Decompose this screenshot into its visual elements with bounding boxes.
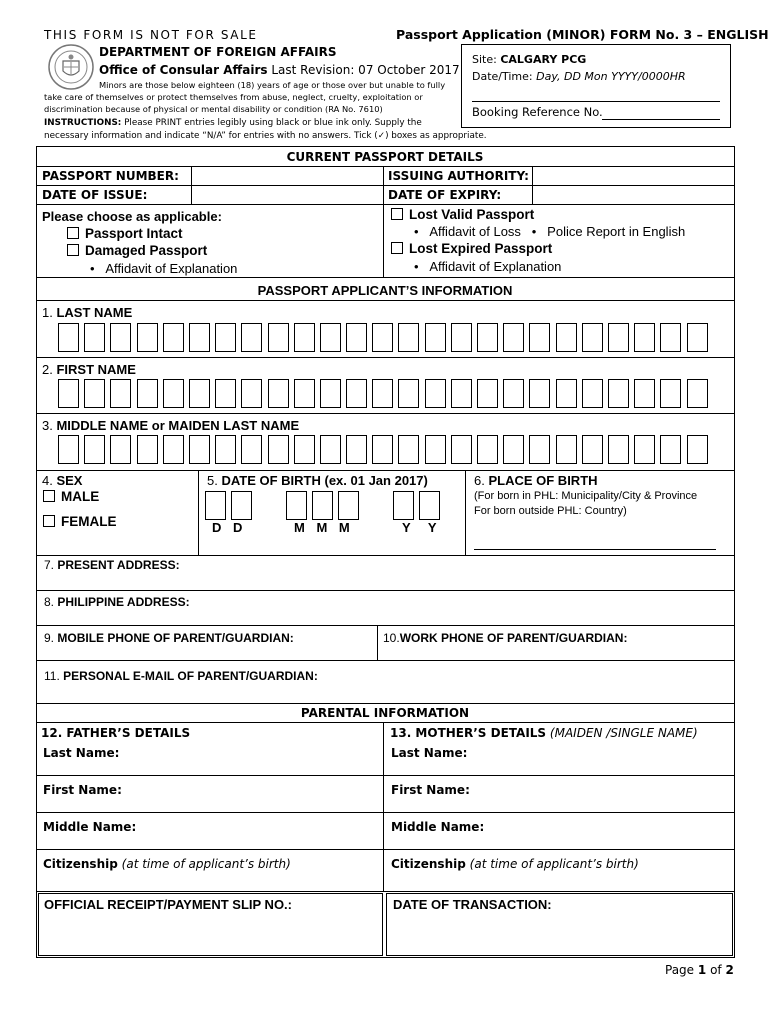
instructions-text-1: Please PRINT entries legibly using black or blue ink only. Supply the [124, 118, 422, 128]
letter-cell[interactable] [84, 323, 105, 352]
present-address-field[interactable] [36, 555, 735, 590]
letter-cell[interactable] [241, 379, 262, 408]
father-first-name-label: First Name: [43, 783, 122, 797]
letter-cell[interactable] [163, 323, 184, 352]
date-of-issue-label: DATE OF ISSUE: [42, 188, 148, 202]
letter-cell[interactable] [556, 379, 577, 408]
issuing-authority-label: ISSUING AUTHORITY: [388, 169, 529, 183]
middle-name-cells[interactable] [58, 435, 708, 464]
lost-valid-checkbox[interactable] [391, 208, 403, 220]
mother-heading-note: (MAIDEN /SINGLE NAME) [549, 726, 698, 740]
dob-day-cell[interactable] [205, 491, 226, 520]
lost-valid-label: Lost Valid Passport [409, 207, 535, 222]
letter-cell[interactable] [84, 379, 105, 408]
letter-cell[interactable] [268, 323, 289, 352]
father-middle-name-field[interactable] [36, 812, 383, 849]
letter-cell[interactable] [529, 323, 550, 352]
female-checkbox[interactable] [43, 515, 55, 527]
passport-number-field[interactable] [191, 166, 383, 185]
letter-cell[interactable] [215, 323, 236, 352]
letter-cell[interactable] [451, 379, 472, 408]
site-value: CALGARY PCG [500, 53, 587, 66]
parental-info-heading: PARENTAL INFORMATION [300, 706, 470, 720]
pob-note-2: For born outside PHL: Country) [474, 505, 627, 517]
mother-heading-line [390, 726, 698, 740]
dob-month-cell[interactable] [312, 491, 333, 520]
letter-cell[interactable] [84, 435, 105, 464]
letter-cell[interactable] [163, 379, 184, 408]
damaged-passport-option[interactable] [67, 243, 207, 258]
present-address-label: 7. PRESENT ADDRESS: [44, 558, 180, 572]
lost-expired-option[interactable] [391, 241, 552, 256]
dob-year-cells[interactable] [393, 491, 440, 520]
letter-cell[interactable] [582, 435, 603, 464]
affidavit-explanation-item: • Affidavit of Explanation [90, 261, 238, 276]
letter-cell[interactable] [608, 435, 629, 464]
issuing-authority-field[interactable] [532, 166, 735, 185]
mobile-phone-label: 9. MOBILE PHONE OF PARENT/GUARDIAN: [44, 631, 294, 645]
letter-cell[interactable] [608, 379, 629, 408]
page-number: Page 1 of 2 [665, 963, 734, 977]
datetime-value: Day, DD Mon YYYY/0000HR [536, 70, 686, 83]
letter-cell[interactable] [503, 435, 524, 464]
letter-cell[interactable] [687, 435, 708, 464]
letter-cell[interactable] [241, 435, 262, 464]
pob-note-1: (For born in PHL: Municipality/City & Province [474, 490, 698, 502]
letter-cell[interactable] [372, 435, 393, 464]
letter-cell[interactable] [660, 379, 681, 408]
lost-expired-checkbox[interactable] [391, 242, 403, 254]
letter-cell[interactable] [320, 323, 341, 352]
form-title: Passport Application (MINOR) FORM No. 3 – ENGLISH [396, 27, 769, 42]
letter-cell[interactable] [503, 379, 524, 408]
dob-year-cell[interactable] [393, 491, 414, 520]
mother-heading: 13. MOTHER’S DETAILS [390, 726, 547, 740]
letter-cell[interactable] [451, 323, 472, 352]
minors-note-1: Minors are those below eighteen (18) years of age or those over but unable to fully [99, 80, 446, 90]
transaction-date-label: DATE OF TRANSACTION: [393, 897, 552, 912]
pob-field[interactable] [474, 549, 716, 550]
dob-year-cell[interactable] [419, 491, 440, 520]
mother-middle-name-field[interactable] [383, 812, 735, 849]
last-name-label: 1. LAST NAME [42, 305, 133, 320]
letter-cell[interactable] [294, 435, 315, 464]
instructions-line-2: necessary information and indicate “N/A” for entries with no answers. Tick (✓) boxes as appropriate. [44, 131, 487, 141]
letter-cell[interactable] [660, 323, 681, 352]
letter-cell[interactable] [582, 379, 603, 408]
affidavit-explanation-2-item: • Affidavit of Explanation [414, 259, 562, 274]
work-phone-label: 10.WORK PHONE OF PARENT/GUARDIAN: [383, 631, 628, 645]
dob-month-cells[interactable] [286, 491, 359, 520]
choose-applicable-label: Please choose as applicable: [42, 209, 222, 224]
dfa-seal-icon [47, 43, 95, 91]
email-label: 11. PERSONAL E-MAIL OF PARENT/GUARDIAN: [44, 669, 318, 683]
letter-cell[interactable] [189, 379, 210, 408]
passport-intact-checkbox[interactable] [67, 227, 79, 239]
email-field[interactable] [36, 660, 735, 703]
father-citizenship-field[interactable] [36, 849, 383, 891]
datetime-label: Date/Time: [472, 70, 533, 83]
letter-cell[interactable] [556, 435, 577, 464]
letter-cell[interactable] [294, 379, 315, 408]
letter-cell[interactable] [294, 323, 315, 352]
middle-name-label: 3. MIDDLE NAME or MAIDEN LAST NAME [42, 418, 300, 433]
letter-cell[interactable] [372, 323, 393, 352]
letter-cell[interactable] [634, 379, 655, 408]
first-name-label: 2. FIRST NAME [42, 362, 136, 377]
instructions-label: INSTRUCTIONS: [44, 118, 122, 128]
sex-label: 4. SEX [42, 473, 83, 488]
letter-cell[interactable] [346, 323, 367, 352]
letter-cell[interactable] [477, 323, 498, 352]
booking-label: Booking Reference No. [472, 105, 603, 119]
office-name: Office of Consular Affairs [99, 63, 268, 77]
dob-day-cells[interactable] [205, 491, 252, 520]
letter-cell[interactable] [503, 323, 524, 352]
pob-label: 6. PLACE OF BIRTH [474, 473, 598, 488]
letter-cell[interactable] [398, 379, 419, 408]
not-for-sale-label: THIS FORM IS NOT FOR SALE [44, 28, 258, 42]
mother-citizenship-field[interactable] [383, 849, 735, 891]
letter-cell[interactable] [687, 323, 708, 352]
dob-month-cell[interactable] [286, 491, 307, 520]
minors-note-3: discrimination because of physical or mental disability or condition (RA No. 7610) [44, 104, 383, 114]
father-middle-name-label: Middle Name: [43, 820, 137, 834]
office-line [99, 63, 460, 77]
official-receipt-label: OFFICIAL RECEIPT/PAYMENT SLIP NO.: [44, 897, 292, 912]
father-last-name-label: Last Name: [43, 746, 120, 760]
dob-label: 5. DATE OF BIRTH (ex. 01 Jan 2017) [207, 473, 428, 488]
letter-cell[interactable] [529, 435, 550, 464]
damaged-passport-checkbox[interactable] [67, 244, 79, 256]
female-option[interactable] [43, 514, 117, 529]
letter-cell[interactable] [110, 435, 131, 464]
mother-citizenship-label: Citizenship (at time of applicant’s birth) [391, 857, 639, 871]
letter-cell[interactable] [58, 379, 79, 408]
letter-cell[interactable] [58, 435, 79, 464]
ph-address-label: 8. PHILIPPINE ADDRESS: [44, 595, 190, 609]
department-name: DEPARTMENT OF FOREIGN AFFAIRS [99, 45, 337, 59]
letter-cell[interactable] [241, 323, 262, 352]
father-citizenship-label: Citizenship (at time of applicant’s birth) [43, 857, 291, 871]
affidavit-loss-label: Affidavit of Loss [429, 224, 521, 239]
letter-cell[interactable] [189, 435, 210, 464]
passport-number-label: PASSPORT NUMBER: [42, 169, 179, 183]
booking-underline[interactable] [602, 119, 720, 120]
passport-intact-label: Passport Intact [85, 226, 183, 241]
mother-last-name-label: Last Name: [391, 746, 468, 760]
letter-cell[interactable] [398, 435, 419, 464]
mother-first-name-field[interactable] [383, 775, 735, 812]
letter-cell[interactable] [189, 323, 210, 352]
instructions-line-1 [44, 118, 422, 128]
police-report-label: Police Report in English [547, 224, 686, 239]
affidavit-explanation-label: Affidavit of Explanation [105, 261, 238, 276]
letter-cell[interactable] [634, 323, 655, 352]
letter-cell[interactable] [582, 323, 603, 352]
damaged-passport-label: Damaged Passport [85, 243, 208, 258]
letter-cell[interactable] [451, 435, 472, 464]
date-of-expiry-label: DATE OF EXPIRY: [388, 188, 502, 202]
letter-cell[interactable] [634, 435, 655, 464]
father-last-name-field[interactable] [36, 741, 383, 775]
minors-note-2: take care of themselves or protect themselves from abuse, neglect, cruelty, exploitation or [44, 92, 423, 102]
male-label: MALE [61, 489, 100, 504]
dob-day-hint: D D [212, 520, 243, 535]
letter-cell[interactable] [346, 379, 367, 408]
first-name-cells[interactable] [58, 379, 708, 408]
affidavit-explanation-2-label: Affidavit of Explanation [429, 259, 562, 274]
letter-cell[interactable] [556, 323, 577, 352]
dob-month-hint: M M M [294, 520, 350, 535]
mother-last-name-field[interactable] [383, 741, 735, 775]
site-line [472, 53, 586, 66]
letter-cell[interactable] [137, 379, 158, 408]
affidavit-loss-item: • Affidavit of Loss • Police Report in English [414, 224, 686, 239]
letter-cell[interactable] [110, 379, 131, 408]
ph-address-field[interactable] [36, 590, 735, 625]
letter-cell[interactable] [477, 379, 498, 408]
mobile-phone-field[interactable] [36, 625, 377, 660]
dob-year-hint: Y Y [402, 520, 437, 535]
date-of-expiry-field[interactable] [532, 185, 735, 204]
letter-cell[interactable] [268, 435, 289, 464]
letter-cell[interactable] [687, 379, 708, 408]
current-passport-heading: CURRENT PASSPORT DETAILS [286, 150, 484, 164]
letter-cell[interactable] [529, 379, 550, 408]
mother-first-name-label: First Name: [391, 783, 470, 797]
letter-cell[interactable] [660, 435, 681, 464]
letter-cell[interactable] [346, 435, 367, 464]
lost-valid-option[interactable] [391, 207, 534, 222]
revision-date: Last Revision: 07 October 2017 [271, 63, 460, 77]
father-first-name-field[interactable] [36, 775, 383, 812]
date-of-issue-field[interactable] [191, 185, 383, 204]
datetime-line [472, 70, 686, 83]
letter-cell[interactable] [425, 435, 446, 464]
female-label: FEMALE [61, 514, 117, 529]
letter-cell[interactable] [477, 435, 498, 464]
male-checkbox[interactable] [43, 490, 55, 502]
mother-middle-name-label: Middle Name: [391, 820, 485, 834]
letter-cell[interactable] [137, 435, 158, 464]
letter-cell[interactable] [110, 323, 131, 352]
letter-cell[interactable] [215, 379, 236, 408]
letter-cell[interactable] [398, 323, 419, 352]
dob-day-cell[interactable] [231, 491, 252, 520]
letter-cell[interactable] [137, 323, 158, 352]
letter-cell[interactable] [58, 323, 79, 352]
applicant-info-heading: PASSPORT APPLICANT’S INFORMATION [257, 283, 513, 298]
father-heading: 12. FATHER’S DETAILS [41, 726, 191, 740]
letter-cell[interactable] [608, 323, 629, 352]
last-name-cells[interactable] [58, 323, 708, 352]
letter-cell[interactable] [215, 435, 236, 464]
dob-month-cell[interactable] [338, 491, 359, 520]
letter-cell[interactable] [320, 435, 341, 464]
letter-cell[interactable] [268, 379, 289, 408]
letter-cell[interactable] [425, 379, 446, 408]
site-label: Site: [472, 53, 497, 66]
letter-cell[interactable] [425, 323, 446, 352]
work-phone-field[interactable] [377, 625, 735, 660]
letter-cell[interactable] [320, 379, 341, 408]
lost-expired-label: Lost Expired Passport [409, 241, 553, 256]
letter-cell[interactable] [163, 435, 184, 464]
passport-intact-option[interactable] [67, 226, 183, 241]
datetime-underline [472, 101, 720, 102]
letter-cell[interactable] [372, 379, 393, 408]
male-option[interactable] [43, 489, 99, 504]
